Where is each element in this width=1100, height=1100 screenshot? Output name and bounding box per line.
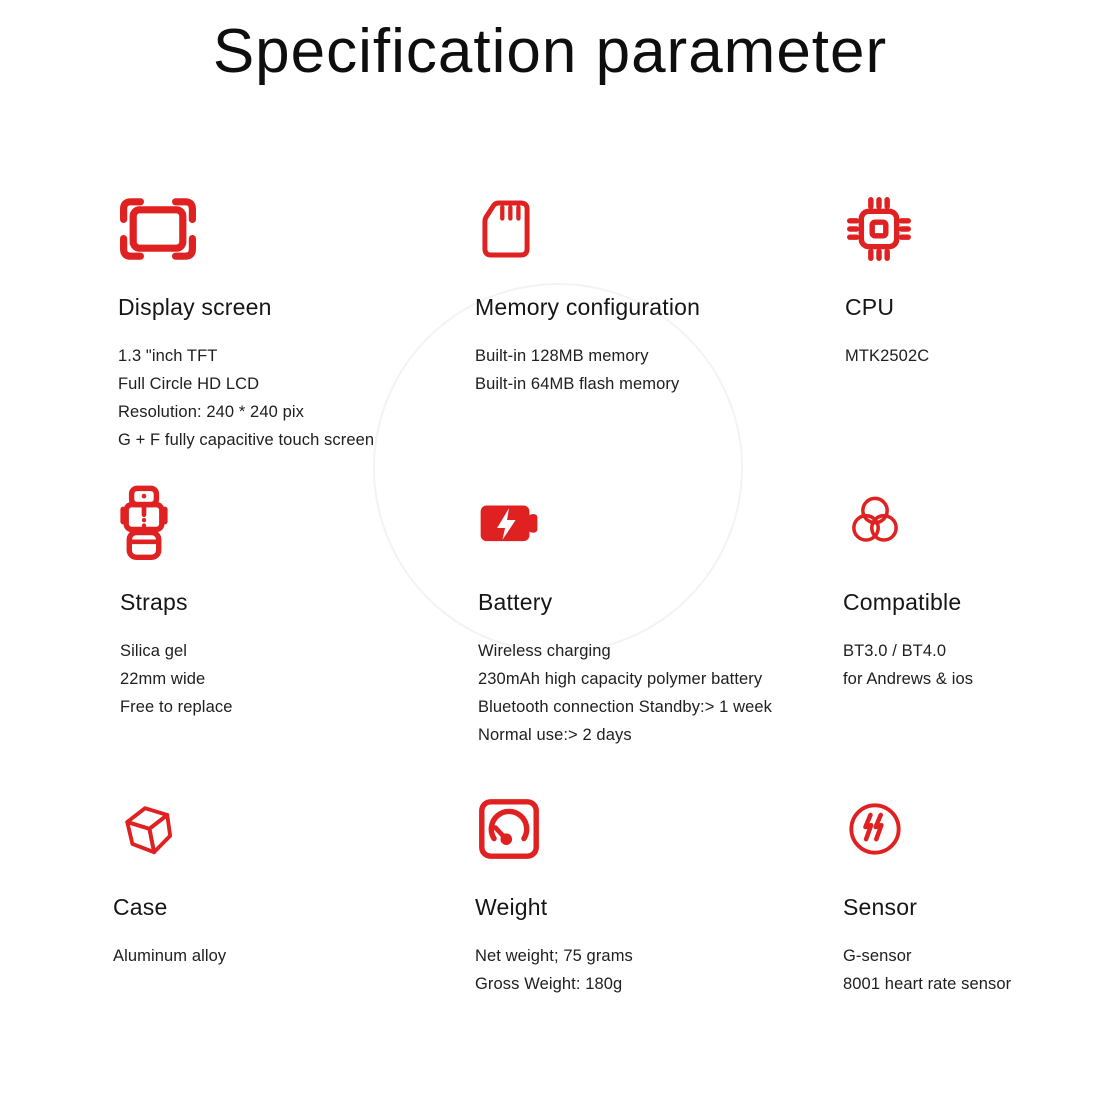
spec-line: G-sensor: [843, 947, 912, 965]
display-screen-icon: [118, 197, 198, 261]
spec-line: Built-in 128MB memory: [475, 347, 649, 365]
spec-line: Gross Weight: 180g: [475, 975, 623, 993]
spec-line: Wireless charging: [478, 642, 611, 660]
spec-line: Aluminum alloy: [113, 947, 227, 965]
spec-line: Normal use:> 2 days: [478, 726, 632, 744]
spec-line: BT3.0 / BT4.0: [843, 642, 947, 660]
spec-lines: [475, 342, 825, 398]
spec-line: for Andrews & ios: [843, 670, 974, 688]
spec-lines: [843, 637, 1093, 693]
spec-line: Silica gel: [120, 642, 188, 660]
spec-line: MTK2502C: [845, 347, 930, 365]
cube-icon: [113, 793, 183, 865]
spec-card-memory: [475, 190, 825, 398]
spec-card-weight: [475, 790, 825, 998]
icon-box: [475, 790, 825, 868]
icon-box: [475, 190, 825, 268]
spec-card-cpu: [845, 190, 1085, 370]
spec-line: Resolution: 240 * 240 pix: [118, 403, 304, 421]
icon-box: [478, 485, 828, 563]
spec-line: Full Circle HD LCD: [118, 375, 260, 393]
spec-lines: [843, 942, 1093, 998]
spec-lines: [118, 342, 468, 454]
spec-title: Display screen: [118, 294, 272, 320]
cpu-chip-icon: [845, 195, 913, 263]
spec-card-compatible: [843, 485, 1093, 693]
watch-strap-icon: [120, 485, 168, 563]
spec-line: Bluetooth connection Standby:> 1 week: [478, 698, 773, 716]
spec-title: Memory configuration: [475, 294, 701, 320]
spec-title: Case: [113, 894, 168, 920]
gauge-icon: [475, 795, 543, 863]
icon-box: [118, 190, 468, 268]
spec-title: Compatible: [843, 589, 962, 615]
spec-title: Straps: [120, 589, 188, 615]
spec-card-sensor: [843, 790, 1093, 998]
icon-box: [843, 790, 1093, 868]
spec-lines: [478, 637, 828, 749]
spec-line: 230mAh high capacity polymer battery: [478, 670, 763, 688]
icon-box: [120, 485, 470, 563]
spec-card-display-screen: [118, 190, 468, 454]
spec-line: 22mm wide: [120, 670, 206, 688]
spec-card-case: [113, 790, 463, 970]
spec-card-battery: [478, 485, 828, 749]
icon-box: [845, 190, 1085, 268]
icon-box: [113, 790, 463, 868]
spec-title: CPU: [845, 294, 895, 320]
battery-charging-icon: [478, 500, 544, 548]
spec-lines: [113, 942, 463, 970]
spec-line: G + F fully capacitive touch screen: [118, 431, 375, 449]
spec-line: 1.3 "inch TFT: [118, 347, 218, 365]
pulse-circle-icon: [843, 797, 907, 861]
sd-card-icon: [475, 193, 537, 265]
spec-title: Sensor: [843, 894, 918, 920]
spec-title: Weight: [475, 894, 548, 920]
page-title: Specification parameter: [212, 17, 888, 86]
spec-lines: [120, 637, 470, 721]
spec-card-straps: [120, 485, 470, 721]
spec-title: Battery: [478, 589, 553, 615]
spec-line: Net weight; 75 grams: [475, 947, 633, 965]
venn-circles-icon: [843, 489, 907, 559]
spec-lines: [475, 942, 825, 998]
spec-line: Built-in 64MB flash memory: [475, 375, 680, 393]
icon-box: [843, 485, 1093, 563]
spec-line: Free to replace: [120, 698, 233, 716]
spec-lines: [845, 342, 1085, 370]
spec-line: 8001 heart rate sensor: [843, 975, 1012, 993]
